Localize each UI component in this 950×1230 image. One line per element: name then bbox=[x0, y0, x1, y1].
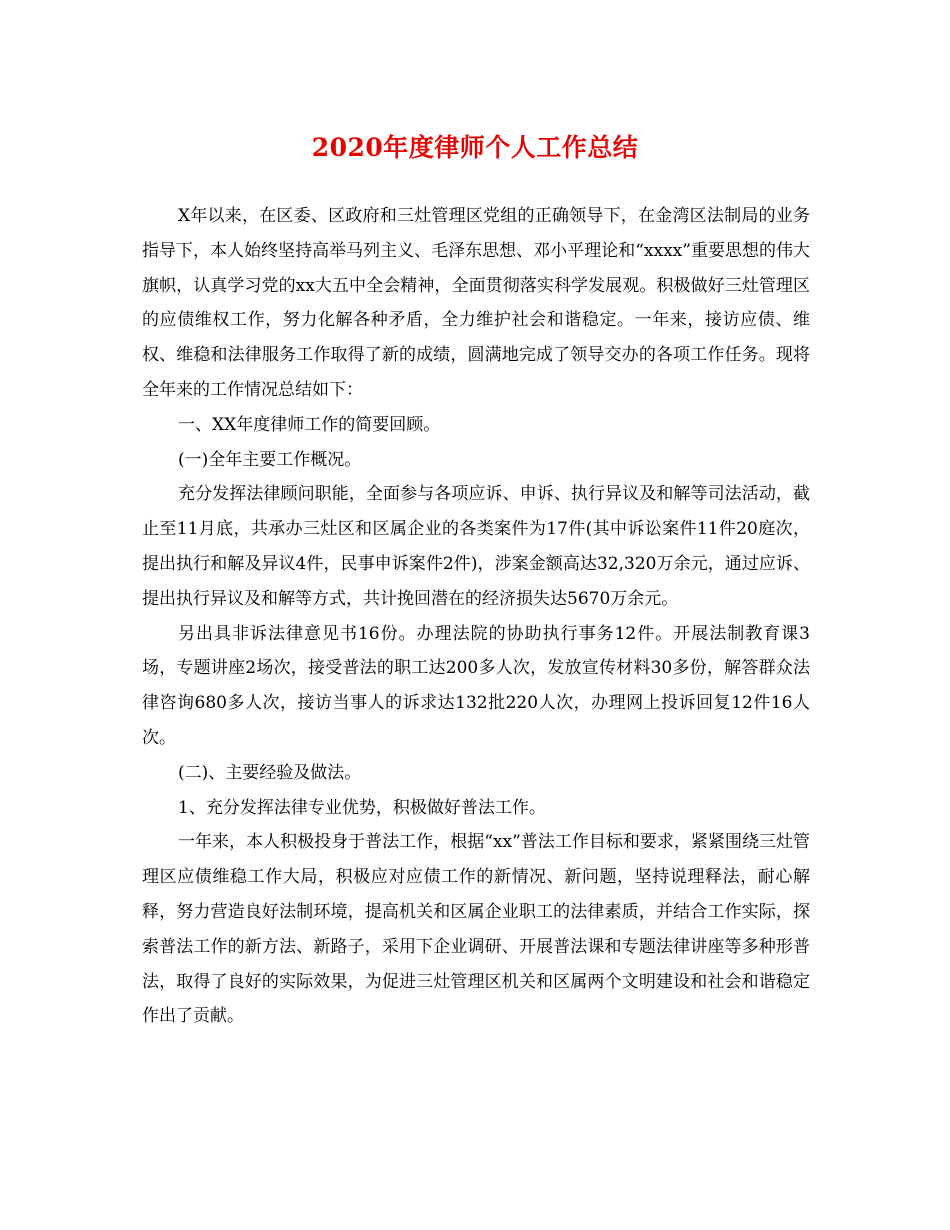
paragraph-legal-education: 一年来，本人积极投身于普法工作，根据“xx”普法工作目标和要求，紧紧围绕三灶管理区应债维稳工作大局，积极应对应债工作的新情况、新问题，坚持说理释法，耐心解释，努力营造良好法制环境，提高机关和区属企业职工的法律素质，并结合工作实际，探索普法工作的新方法、新路子，采用下企业调研、开展普法课和专题法律讲座等多种形普法，取得了良好的实际效果，为促进三灶管理区机关和区属两个文明建设和社会和谐稳定作出了贡献。 bbox=[142, 832, 810, 1027]
document-body bbox=[142, 199, 810, 1034]
subsection-heading-1: (一)全年主要工作概况。 bbox=[178, 449, 362, 470]
subsection-heading-2: (二)、主要经验及做法。 bbox=[178, 762, 362, 783]
document-title: 2020年度律师个人工作总结 bbox=[311, 133, 639, 162]
section-heading-1: 一、XX年度律师工作的简要回顾。 bbox=[178, 414, 441, 435]
paragraph-cases: 充分发挥法律顾问职能，全面参与各项应诉、申诉、执行异议及和解等司法活动，截止至11月底，共承办三灶区和区属企业的各类案件为17件(其中诉讼案件11件20庭次，提出执行和解及异议4件，民事申诉案件2件)，涉案金额高达32,320万余元，通过应诉、提出执行异议及和解等方式，共计挽回潜在的经济损失达5670万余元。 bbox=[142, 484, 810, 609]
paragraph-services: 另出具非诉法律意见书16份。办理法院的协助执行事务12件。开展法制教育课3场，专题讲座2场次，接受普法的职工达200多人次，发放宣传材料30多份，解答群众法律咨询680多人次，接访当事人的诉求达132批220人次，办理网上投诉回复12件16人次。 bbox=[142, 623, 810, 748]
item-heading-1: 1、充分发挥法律专业优势，积极做好普法工作。 bbox=[178, 797, 546, 818]
paragraph-intro: X年以来，在区委、区政府和三灶管理区党组的正确领导下，在金湾区法制局的业务指导下，本人始终坚持高举马列主义、毛泽东思想、邓小平理论和“xxxx”重要思想的伟大旗帜，认真学习党的xx大五中全会精神，全面贯彻落实科学发展观。积极做好三灶管理区的应债维权工作，努力化解各种矛盾，全力维护社会和谐稳定。一年来，接访应债、维权、维稳和法律服务工作取得了新的成绩，圆满地完成了领导交办的各项工作任务。现将全年来的工作情况总结如下： bbox=[142, 206, 810, 400]
